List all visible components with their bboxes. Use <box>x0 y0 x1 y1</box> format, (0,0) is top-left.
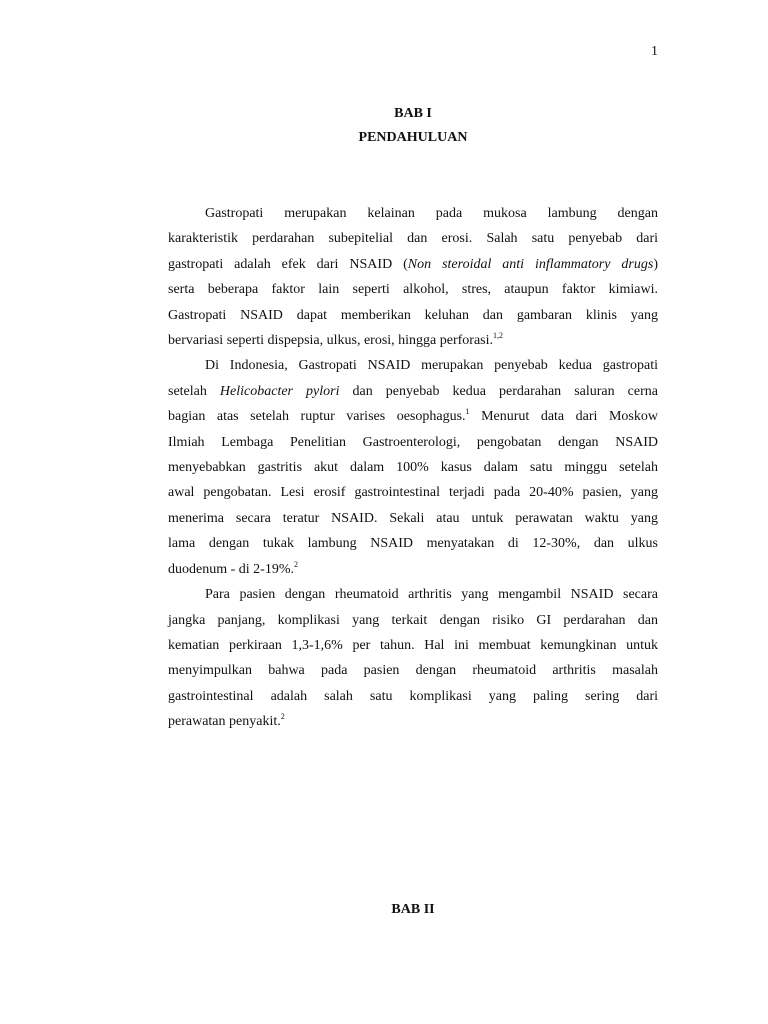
chapter-heading: BAB I <box>394 106 432 121</box>
text-segment: duodenum - di 2-19%. <box>168 561 294 577</box>
citation-superscript: 1,2 <box>493 331 504 341</box>
text-line: menyebabkan gastritis akut dalam 100% kasus dalam satu minggu setelah <box>168 460 658 476</box>
next-chapter-heading: BAB II <box>391 902 435 917</box>
text-segment: setelah <box>168 383 220 399</box>
citation-superscript: 1 <box>465 407 470 417</box>
text-line <box>168 328 658 353</box>
citation-superscript: 2 <box>293 559 298 569</box>
paragraph-1 <box>168 201 658 353</box>
text-line <box>168 404 658 429</box>
text-line: Di Indonesia, Gastropati NSAID merupakan penyebab kedua gastropati <box>205 358 658 374</box>
text-line: Gastropati merupakan kelainan pada mukosa lambung dengan <box>205 206 658 221</box>
text-line: menyimpulkan bahwa pada pasien dengan rheumatoid arthritis masalah <box>168 663 658 679</box>
text-line: kematian perkiraan 1,3-1,6% per tahun. Hal ini membuat kemungkinan untuk <box>168 637 658 653</box>
body-text <box>168 201 658 735</box>
text-line <box>168 252 658 277</box>
text-segment: perawatan penyakit. <box>168 714 281 730</box>
text-line: karakteristik perdarahan subepitelial dan erosi. Salah satu penyebab dari <box>168 231 658 247</box>
chapter-title: PENDAHULUAN <box>358 130 468 145</box>
text-line: jangka panjang, komplikasi yang terkait dengan risiko GI perdarahan dan <box>168 612 658 628</box>
text-line: Gastropati NSAID dapat memberikan keluhan dan gambaran klinis yang <box>168 307 658 323</box>
text-segment: Menurut data dari Moskow <box>469 409 658 425</box>
text-line <box>168 557 658 582</box>
paragraph-2 <box>168 353 658 582</box>
text-line <box>168 709 658 734</box>
text-segment: bagian atas setelah ruptur varises oesophagus. <box>168 409 466 425</box>
text-line: serta beberapa faktor lain seperti alkohol, stres, ataupun faktor kimiawi. <box>168 282 658 298</box>
paragraph-3 <box>168 582 658 734</box>
text-segment: gastropati adalah efek dari NSAID ( <box>168 256 408 272</box>
italic-term: Non steroidal anti inflammatory drugs <box>407 256 654 272</box>
page-number: 1 <box>651 44 658 59</box>
text-segment: bervariasi seperti dispepsia, ulkus, erosi, hingga perforasi. <box>168 333 494 349</box>
text-line <box>168 379 658 404</box>
text-line: Ilmiah Lembaga Penelitian Gastroenterologi, pengobatan dengan NSAID <box>168 434 658 450</box>
text-line: menerima secara teratur NSAID. Sekali atau untuk perawatan waktu yang <box>168 510 658 526</box>
text-line: awal pengobatan. Lesi erosif gastrointestinal terjadi pada 20-40% pasien, yang <box>168 485 658 501</box>
text-line: gastrointestinal adalah salah satu komplikasi yang paling sering dari <box>168 688 658 704</box>
text-segment: ) <box>653 256 658 272</box>
text-line: lama dengan tukak lambung NSAID menyatakan di 12-30%, dan ulkus <box>168 536 658 552</box>
text-segment: dan penyebab kedua perdarahan saluran cerna <box>339 383 658 399</box>
text-line: Para pasien dengan rheumatoid arthritis yang mengambil NSAID secara <box>205 587 658 603</box>
italic-term: Helicobacter pylori <box>219 383 340 399</box>
citation-superscript: 2 <box>280 712 285 722</box>
